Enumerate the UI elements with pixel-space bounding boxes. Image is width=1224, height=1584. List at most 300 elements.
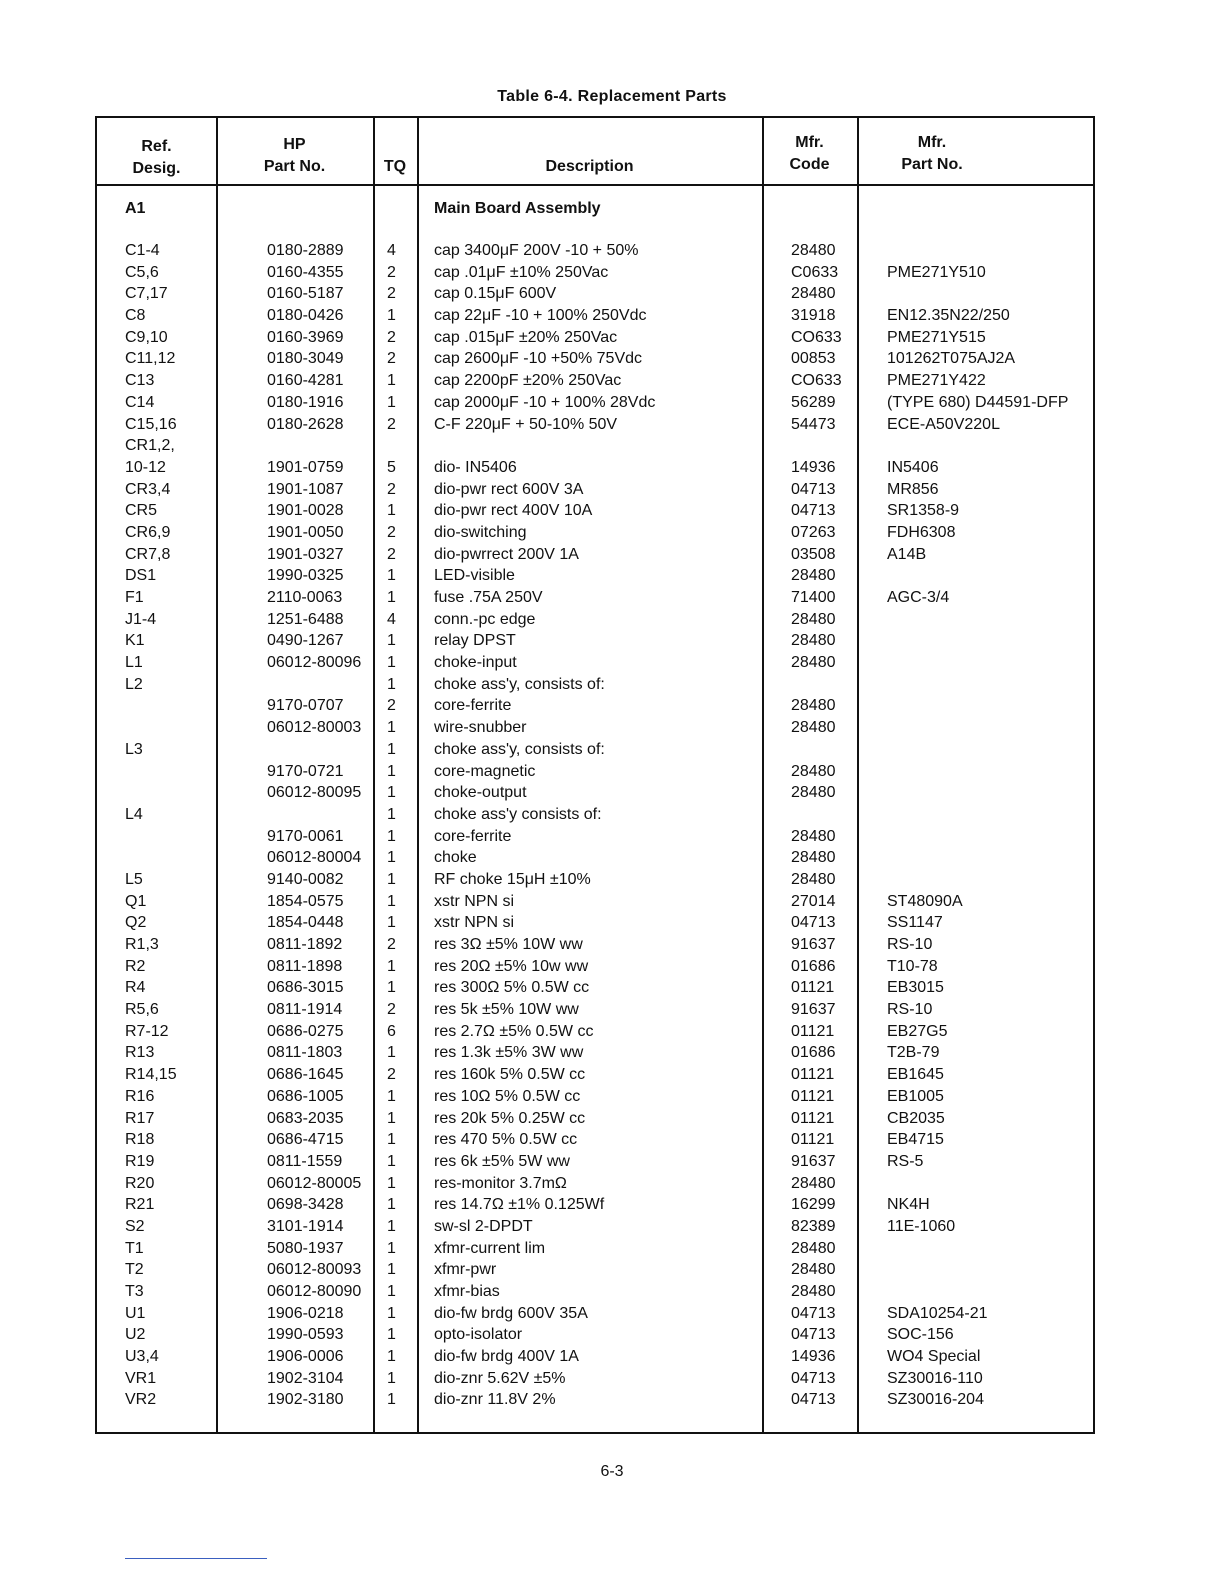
cell-mfr-part-no: SDA10254-21 [887,1304,988,1322]
cell-tq: 1 [387,654,396,672]
cell-description: res 20k 5% 0.25W cc [434,1109,586,1127]
cell-ref-desig: R5,6 [125,1001,159,1019]
cell-mfr-part-no: PME271Y515 [887,328,986,346]
cell-mfr-code: 14936 [791,1348,836,1366]
cell-mfr-code: 01686 [791,957,836,975]
cell-description: core-ferrite [434,697,512,715]
cell-description: res 14.7Ω ±1% 0.125Wf [434,1196,605,1214]
cell-hp-part-no: 06012-80004 [267,849,362,867]
cell-tq: 1 [387,1348,396,1366]
cell-hp-part-no: 1901-0327 [267,545,344,563]
cell-mfr-code: 01121 [791,1109,835,1127]
cell-hp-part-no: 3101-1914 [267,1217,344,1235]
cell-ref-desig: R21 [125,1196,155,1214]
cell-description: core-magnetic [434,762,536,780]
cell-mfr-code: 01121 [791,1131,835,1149]
cell-tq: 2 [387,285,396,303]
table-row [97,305,1097,327]
table-row [97,652,1097,674]
header-mpn-line2: Part No. [901,156,963,173]
cell-ref-desig: S2 [125,1217,145,1235]
table-row [97,1216,1097,1238]
cell-mfr-part-no: EB3015 [887,979,944,997]
cell-description: xstr NPN si [434,914,514,932]
table-row [97,522,1097,544]
cell-tq: 1 [387,675,396,693]
header-code-line1: Mfr. [795,134,824,151]
table-row [97,739,1097,761]
cell-ref-desig: R13 [125,1044,155,1062]
cell-ref-desig: VR1 [125,1369,157,1387]
cell-mfr-code: 28480 [791,697,836,715]
cell-mfr-code: 16299 [791,1196,836,1214]
cell-tq: 1 [387,784,396,802]
cell-mfr-code: 28480 [791,1174,836,1192]
cell-hp-part-no: 0686-3015 [267,979,344,997]
cell-mfr-code: 03508 [791,545,836,563]
cell-hp-part-no: 0811-1559 [267,1152,343,1170]
cell-tq: 1 [387,1217,396,1235]
cell-hp-part-no: 0683-2035 [267,1109,344,1127]
cell-ref-desig: L2 [125,675,143,693]
table-row [97,262,1097,284]
cell-description: res 5k ±5% 10W ww [434,1001,579,1019]
cell-mfr-part-no: SZ30016-110 [887,1369,983,1387]
cell-ref-desig: C11,12 [125,350,176,368]
cell-mfr-code: 28480 [791,567,836,585]
header-mfr-code [762,132,857,176]
cell-hp-part-no: 1902-3104 [267,1369,344,1387]
cell-description: cap 3400μF 200V -10 + 50% [434,242,639,259]
cell-mfr-code: 01121 [791,1022,835,1040]
cell-ref-desig: T1 [125,1239,144,1257]
cell-ref-desig: U2 [125,1326,146,1344]
cell-mfr-part-no: SR1358-9 [887,502,960,520]
cell-tq: 1 [387,1369,396,1387]
cell-description: choke-output [434,784,527,802]
cell-tq: 1 [387,979,396,997]
cell-description: dio-pwr rect 600V 3A [434,480,584,498]
cell-hp-part-no: 9170-0707 [267,697,344,715]
cell-hp-part-no: 0490-1267 [267,632,344,650]
cell-mfr-code: 28480 [791,1283,836,1300]
cell-description: dio- IN5406 [434,458,517,476]
table-row [97,327,1097,349]
table-row [97,847,1097,869]
cell-ref-desig: C13 [125,372,155,390]
cell-tq: 2 [387,545,396,563]
cell-hp-part-no: 1251-6488 [267,610,344,628]
cell-ref-desig: L5 [125,870,143,888]
cell-tq: 5 [387,458,396,476]
table-row [97,479,1097,501]
cell-hp-part-no: 06012-80005 [267,1174,362,1192]
cell-mfr-code: 28480 [791,242,836,259]
footer-rule [125,1558,267,1559]
cell-tq: 1 [387,393,396,411]
cell-description: dio-znr 5.62V ±5% [434,1369,566,1387]
cell-mfr-part-no: EB1645 [887,1066,944,1084]
cell-tq: 1 [387,1261,396,1279]
cell-ref-desig: 10-12 [125,458,166,476]
cell-description: choke ass'y, consists of: [434,740,605,758]
cell-description: LED-visible [434,567,515,585]
table-row [97,804,1097,826]
cell-mfr-code: CO633 [791,372,842,390]
header-hp-part-no [216,134,373,178]
cell-tq: 2 [387,697,396,715]
header-mpn-line1: Mfr. [917,134,947,151]
cell-description: res-monitor 3.7mΩ [434,1174,567,1192]
cell-description: dio-switching [434,523,527,541]
cell-description: dio-pwrrect 200V 1A [434,545,579,563]
cell-tq: 1 [387,1152,396,1170]
table-row [97,587,1097,609]
header-mfr-part-no [857,132,1007,176]
cell-ref-desig: Q1 [125,892,147,910]
cell-hp-part-no: 1854-0448 [267,914,344,932]
table-row [97,348,1097,370]
header-hp-line2: Part No. [263,158,326,175]
table-row [97,544,1097,566]
table-row [97,761,1097,783]
cell-hp-part-no: 9170-0721 [267,762,344,780]
cell-mfr-code: 28480 [791,827,836,845]
cell-description: res 20Ω ±5% 10w ww [434,957,589,975]
cell-ref-desig: T2 [125,1261,144,1279]
cell-mfr-part-no: WO4 Special [887,1348,981,1366]
cell-tq: 4 [387,610,396,628]
cell-description: cap 0.15μF 600V [434,285,557,303]
cell-mfr-code: 28480 [791,784,836,802]
parts-rows [97,240,1097,1411]
cell-description: C-F 220μF + 50-10% 50V [434,415,618,433]
table-row [97,500,1097,522]
cell-hp-part-no: 0698-3428 [267,1196,344,1214]
cell-ref-desig: T3 [125,1283,144,1300]
table-row [97,1194,1097,1216]
cell-mfr-part-no: 11E-1060 [887,1217,956,1235]
cell-tq: 2 [387,263,396,281]
cell-tq: 2 [387,415,396,433]
cell-tq: 1 [387,892,396,910]
cell-description: dio-znr 11.8V 2% [434,1391,556,1409]
cell-tq: 1 [387,805,396,823]
table-row [97,1324,1097,1346]
cell-hp-part-no: 0686-0275 [267,1022,344,1040]
cell-tq: 1 [387,502,396,520]
cell-hp-part-no: 0811-1898 [267,957,343,975]
table-row [97,435,1097,457]
cell-mfr-part-no: RS-10 [887,936,933,953]
table-row [97,869,1097,891]
cell-mfr-part-no: T10-78 [887,957,938,975]
table-row [97,674,1097,696]
cell-hp-part-no: 0180-0426 [267,307,344,325]
cell-tq: 1 [387,307,396,325]
cell-mfr-code: 04713 [791,1391,836,1409]
cell-tq: 1 [387,1174,396,1192]
cell-description: choke-input [434,654,517,672]
cell-mfr-code: 04713 [791,1369,836,1387]
cell-description: relay DPST [434,632,516,650]
cell-mfr-code: 28480 [791,654,836,672]
cell-ref-desig: VR2 [125,1391,157,1409]
cell-mfr-part-no: IN5406 [887,458,939,476]
cell-tq: 1 [387,1283,396,1300]
header-tq: TQ [383,158,407,175]
cell-mfr-code: 82389 [791,1217,836,1235]
cell-tq: 1 [387,914,396,932]
cell-mfr-code: 04713 [791,502,836,520]
replacement-parts-table [95,116,1095,1434]
cell-tq: 4 [387,242,396,259]
cell-hp-part-no: 0160-4281 [267,372,344,390]
cell-description: RF choke 15μH ±10% [434,870,591,888]
cell-ref-desig: K1 [125,632,145,650]
table-row [97,999,1097,1021]
cell-mfr-code: 71400 [791,589,836,606]
cell-mfr-code: 28480 [791,719,836,737]
cell-tq: 1 [387,1304,396,1322]
cell-mfr-part-no: A14B [887,545,927,563]
cell-mfr-part-no: SZ30016-204 [887,1391,984,1409]
cell-tq: 1 [387,1391,396,1409]
cell-tq: 1 [387,849,396,867]
cell-mfr-code: 01121 [791,1087,835,1105]
table-row [97,717,1097,739]
cell-hp-part-no: 1901-0050 [267,523,344,541]
cell-hp-part-no: 0686-1645 [267,1066,344,1084]
cell-description: res 300Ω 5% 0.5W cc [434,979,590,997]
table-row [97,782,1097,804]
cell-mfr-part-no: ST48090A [887,892,963,910]
cell-mfr-code: 54473 [791,415,836,433]
table-row [97,695,1097,717]
cell-hp-part-no: 06012-80093 [267,1261,362,1279]
cell-tq: 1 [387,870,396,888]
cell-mfr-code: 14936 [791,458,836,476]
cell-ref-desig: C1-4 [125,242,160,259]
cell-mfr-code: 28480 [791,762,836,780]
cell-hp-part-no: 0686-1005 [267,1087,344,1105]
table-row [97,609,1097,631]
cell-mfr-part-no: MR856 [887,480,939,498]
page-number: 6-3 [600,1463,624,1480]
cell-description: res 6k ±5% 5W ww [434,1152,570,1170]
cell-description: cap 2600μF -10 +50% 75Vdc [434,350,643,368]
cell-ref-desig: R1,3 [125,936,159,953]
header-ref-desig [97,136,216,180]
cell-ref-desig: R2 [125,957,146,975]
cell-mfr-part-no: RS-10 [887,1001,933,1019]
cell-description: choke ass'y, consists of: [434,675,605,693]
header-code-line2: Code [789,156,830,173]
cell-mfr-code: 04713 [791,914,836,932]
cell-tq: 1 [387,1109,396,1127]
cell-ref-desig: R18 [125,1131,155,1149]
cell-description: dio-pwr rect 400V 10A [434,502,593,520]
cell-mfr-part-no: EB1005 [887,1087,944,1105]
cell-mfr-code: 01121 [791,979,835,997]
table-title: Table 6-4. Replacement Parts [497,88,727,105]
cell-mfr-part-no: (TYPE 680) D44591-DFP [887,393,1069,411]
table-row [97,891,1097,913]
cell-mfr-part-no: 101262T075AJ2A [887,350,1016,368]
cell-tq: 1 [387,740,396,758]
cell-mfr-code: 07263 [791,523,836,541]
cell-mfr-part-no: T2B-79 [887,1044,940,1062]
table-row [97,414,1097,436]
cell-ref-desig: DS1 [125,567,157,585]
cell-mfr-part-no: PME271Y422 [887,372,986,390]
cell-description: opto-isolator [434,1326,523,1344]
header-hp-line1: HP [283,136,306,153]
cell-hp-part-no: 0180-3049 [267,350,344,368]
cell-hp-part-no: 5080-1937 [267,1239,344,1257]
table-row [97,1021,1097,1043]
section-title: Main Board Assembly [434,200,601,217]
cell-hp-part-no: 0160-3969 [267,328,344,346]
cell-tq: 1 [387,827,396,845]
cell-hp-part-no: 9170-0061 [267,827,344,845]
table-row [97,1389,1097,1411]
cell-mfr-code: 28480 [791,1261,836,1279]
cell-ref-desig: J1-4 [125,610,157,628]
table-row [97,392,1097,414]
cell-tq: 1 [387,957,396,975]
cell-tq: 1 [387,719,396,737]
table-row [97,956,1097,978]
cell-description: cap .01μF ±10% 250Vac [434,263,609,281]
cell-ref-desig: C9,10 [125,328,168,346]
cell-ref-desig: R20 [125,1174,155,1192]
cell-description: cap .015μF ±20% 250Vac [434,328,618,346]
cell-description: xstr NPN si [434,892,514,910]
cell-description: res 3Ω ±5% 10W ww [434,936,583,953]
cell-ref-desig: U1 [125,1304,146,1322]
cell-ref-desig: CR6,9 [125,523,171,541]
cell-mfr-code: 56289 [791,393,836,411]
cell-hp-part-no: 1901-1087 [267,480,344,498]
cell-description: xfmr-current lim [434,1239,546,1257]
cell-hp-part-no: 1901-0759 [267,458,344,476]
cell-mfr-code: 91637 [791,1152,836,1170]
header-rule [97,184,1093,186]
cell-ref-desig: R19 [125,1152,155,1170]
cell-tq: 1 [387,1131,396,1149]
cell-mfr-part-no: EN12.35N22/250 [887,307,1010,325]
cell-hp-part-no: 06012-80003 [267,719,362,737]
cell-hp-part-no: 9140-0082 [267,870,344,888]
cell-mfr-code: 27014 [791,892,836,910]
cell-mfr-code: 91637 [791,936,836,953]
cell-description: dio-fw brdg 400V 1A [434,1348,579,1366]
cell-mfr-code: 91637 [791,1001,836,1019]
cell-tq: 2 [387,1066,396,1084]
cell-mfr-part-no: CB2035 [887,1109,945,1127]
table-row [97,826,1097,848]
cell-ref-desig: R14,15 [125,1066,177,1084]
cell-hp-part-no: 0160-5187 [267,285,344,303]
table-row [97,457,1097,479]
header-ref-line1: Ref. [141,138,172,155]
cell-description: core-ferrite [434,827,512,845]
cell-hp-part-no: 0686-4715 [267,1131,344,1149]
cell-hp-part-no: 06012-80095 [267,784,362,802]
cell-hp-part-no: 1901-0028 [267,502,344,520]
cell-ref-desig: R16 [125,1087,155,1105]
header-description: Description [545,158,634,175]
cell-description: conn.-pc edge [434,610,536,628]
table-row [97,240,1097,262]
cell-description: choke ass'y consists of: [434,805,602,823]
cell-mfr-code: C0633 [791,263,839,281]
cell-tq: 1 [387,1239,396,1257]
table-row [97,1259,1097,1281]
cell-ref-desig: Q2 [125,914,147,932]
cell-description: cap 2200pF ±20% 250Vac [434,372,622,390]
cell-description: sw-sl 2-DPDT [434,1217,533,1235]
cell-hp-part-no: 1906-0006 [267,1348,344,1366]
table-row [97,1281,1097,1303]
cell-tq: 2 [387,1001,396,1019]
cell-tq: 1 [387,762,396,780]
table-row [97,1129,1097,1151]
table-row [97,912,1097,934]
cell-hp-part-no: 0180-2889 [267,242,344,259]
cell-mfr-code: 01121 [791,1066,835,1084]
cell-mfr-code: 28480 [791,870,836,888]
cell-tq: 1 [387,567,396,585]
cell-hp-part-no: 0811-1803 [267,1044,343,1062]
cell-description: dio-fw brdg 600V 35A [434,1304,588,1322]
table-row [97,1173,1097,1195]
cell-tq: 2 [387,480,396,498]
cell-mfr-code: 28480 [791,610,836,628]
cell-hp-part-no: 06012-80090 [267,1283,362,1300]
cell-mfr-code: CO633 [791,328,842,346]
cell-ref-desig: R17 [125,1109,155,1127]
table-row [97,1064,1097,1086]
cell-hp-part-no: 06012-80096 [267,654,362,672]
cell-mfr-part-no: PME271Y510 [887,263,986,281]
cell-description: res 10Ω 5% 0.5W cc [434,1087,581,1105]
cell-hp-part-no: 0160-4355 [267,263,344,281]
cell-mfr-part-no: SOC-156 [887,1326,954,1344]
cell-tq: 2 [387,523,396,541]
cell-hp-part-no: 2110-0063 [267,589,343,606]
cell-mfr-part-no: EB27G5 [887,1022,948,1040]
cell-mfr-code: 04713 [791,1326,836,1344]
cell-mfr-code: 28480 [791,849,836,867]
cell-mfr-code: 28480 [791,632,836,650]
cell-description: cap 22μF -10 + 100% 250Vdc [434,307,647,325]
cell-ref-desig: C14 [125,393,155,411]
cell-hp-part-no: 0180-2628 [267,415,344,433]
cell-hp-part-no: 0180-1916 [267,393,344,411]
cell-tq: 1 [387,632,396,650]
cell-mfr-part-no: AGC-3/4 [887,589,950,606]
cell-ref-desig: R4 [125,979,146,997]
cell-description: res 1.3k ±5% 3W ww [434,1044,584,1062]
cell-tq: 1 [387,1196,396,1214]
cell-description: xfmr-pwr [434,1261,497,1279]
cell-description: choke [434,849,477,867]
header-ref-line2: Desig. [132,160,181,177]
cell-description: cap 2000μF -10 + 100% 28Vdc [434,393,656,411]
cell-tq: 2 [387,328,396,346]
